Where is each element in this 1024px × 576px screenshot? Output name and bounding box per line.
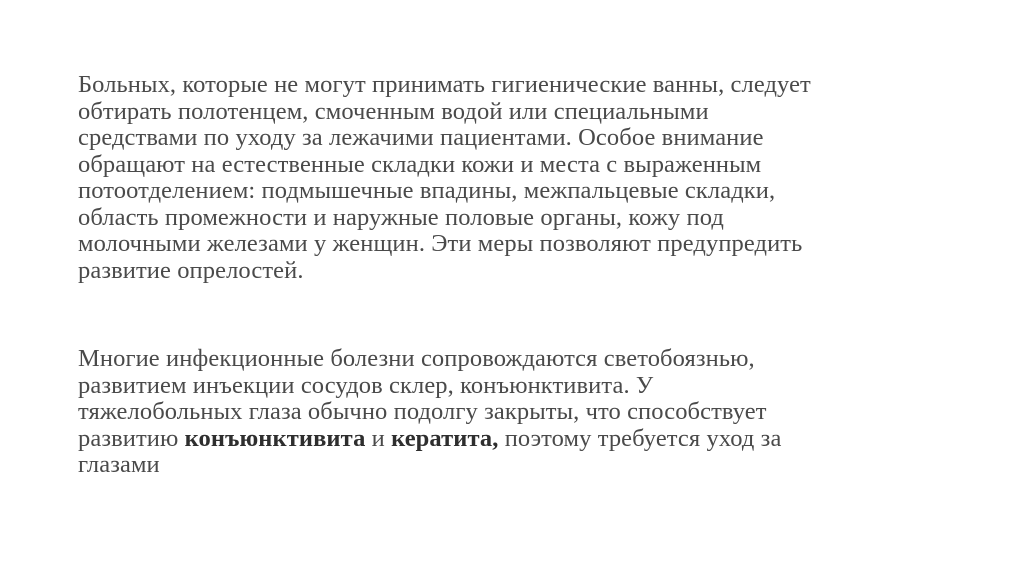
paragraph-skin-care: [78, 72, 958, 284]
text-line: развитием инъекции сосудов склер, конъюнктивита. У: [78, 371, 654, 399]
text-line: глазами: [78, 451, 160, 478]
bold-term-conjunctivitis: конъюнктивита: [184, 424, 366, 452]
text-fragment: развитию: [78, 424, 185, 452]
text-line: потоотделением: подмышечные впадины, межпальцевые складки,: [78, 177, 776, 204]
text-line: обращают на естественные складки кожи и места с выраженным: [78, 150, 762, 178]
text-line: средствами по уходу за лежачими пациентами. Особое внимание: [78, 124, 764, 151]
text-line: тяжелобольных глаза обычно подолгу закрыты, что способствует: [78, 398, 767, 425]
text-line: Больных, которые не могут принимать гигиенические ванны, следует: [78, 71, 811, 98]
bold-term-keratitis: кератита,: [391, 424, 499, 452]
text-line: обтирать полотенцем, смоченным водой или специальными: [78, 97, 709, 125]
text-line: молочными железами у женщин. Эти меры позволяют предупредить: [78, 230, 803, 257]
text-line: Многие инфекционные болезни сопровождаются светобоязнью,: [78, 345, 755, 372]
text-line: развитие опрелостей.: [78, 256, 304, 284]
text-fragment: и: [365, 424, 392, 452]
text-line: область промежности и наружные половые органы, кожу под: [78, 203, 724, 231]
paragraph-eye-care: [78, 346, 958, 479]
text-line-with-bold: [78, 426, 958, 453]
text-fragment: поэтому требуется уход за: [498, 424, 782, 452]
